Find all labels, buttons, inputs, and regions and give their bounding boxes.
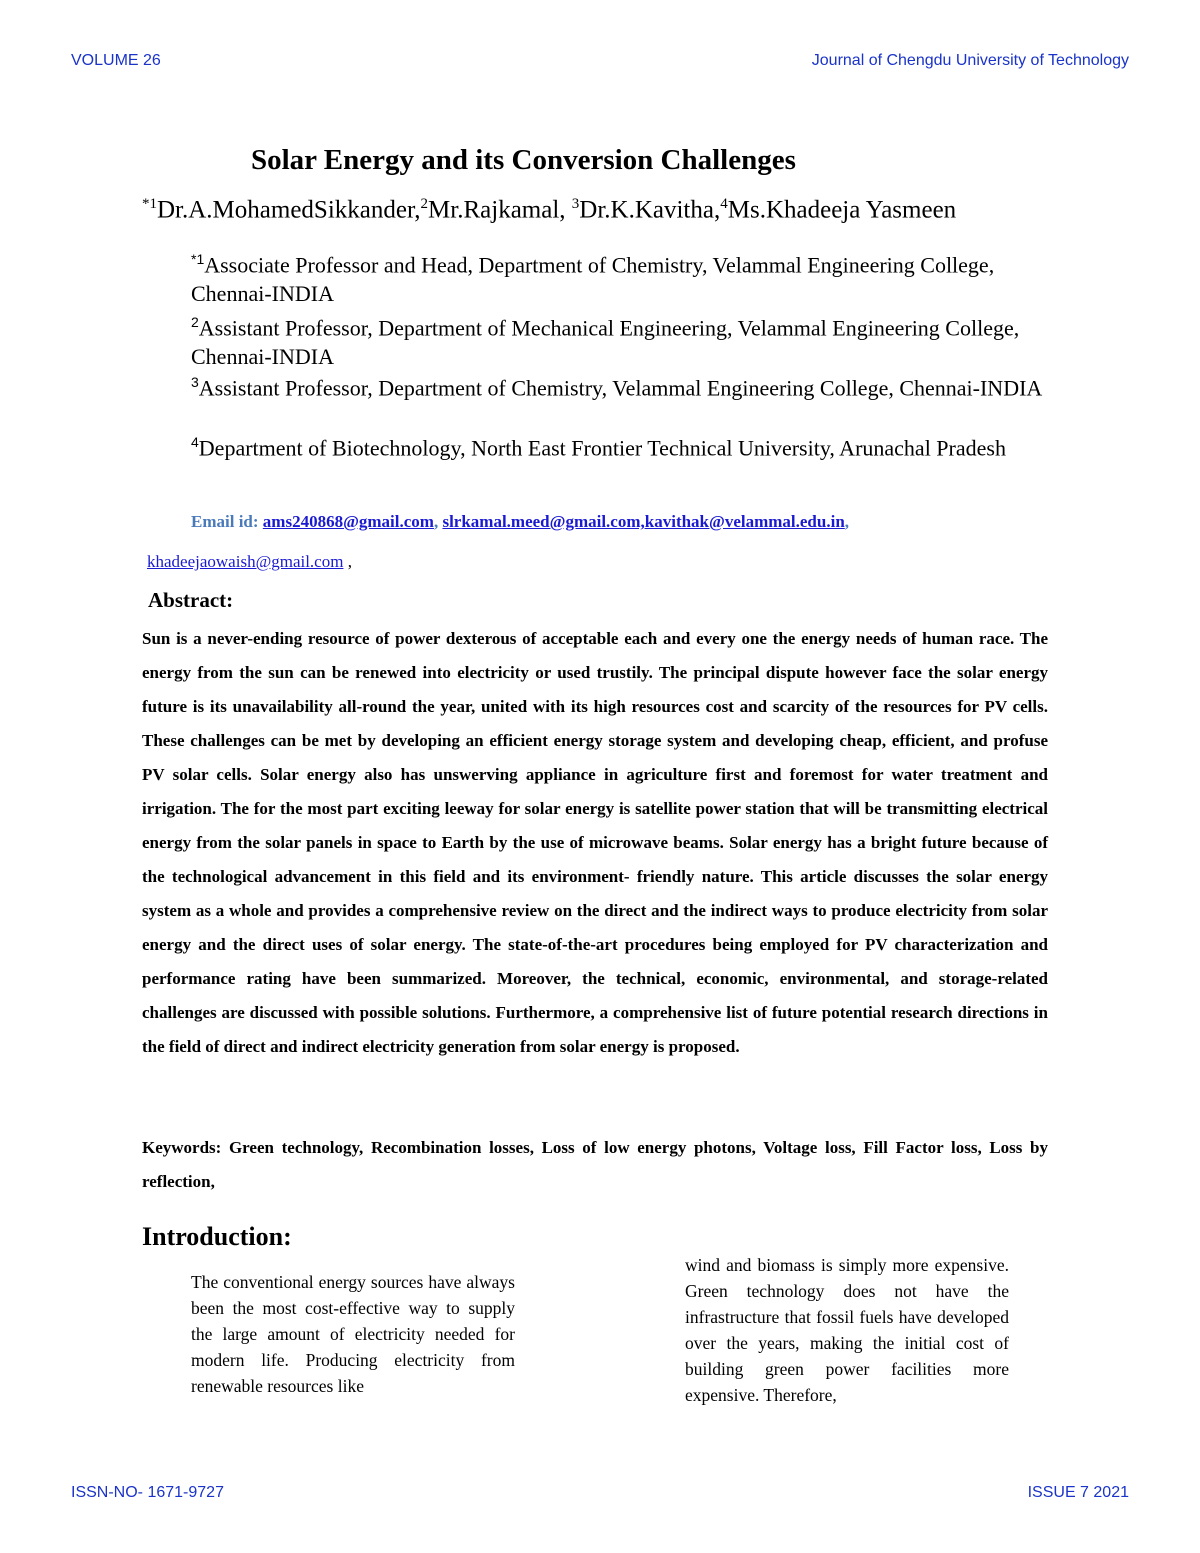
author-name: Dr.K.Kavitha, <box>579 196 721 224</box>
journal-name: Journal of Chengdu University of Technology <box>811 52 1129 69</box>
author-mark: 4 <box>720 196 728 212</box>
author-name: Dr.A.MohamedSikkander, <box>157 196 421 224</box>
affiliation-2 <box>191 308 1071 371</box>
email-separator: , <box>844 512 850 531</box>
affiliation-3 <box>191 368 1071 402</box>
paper-title: Solar Energy and its Conversion Challenges <box>251 144 796 176</box>
intro-column-left: The conventional energy sources have always been the most cost-effective way to supply the large amount of electricity needed for modern life. Producing electricity from renewable resources like <box>191 1272 515 1396</box>
email-label: Email id: <box>191 512 263 531</box>
email-line-2 <box>147 552 352 572</box>
email-separator: , <box>433 512 443 531</box>
author-name: Mr.Rajkamal, <box>428 196 572 224</box>
email-link[interactable]: ams240868@gmail.com <box>262 512 434 531</box>
keywords: Keywords: Green technology, Recombination losses, Loss of low energy photons, Voltage loss, Fill Factor loss, Loss by reflection, <box>142 1138 1048 1191</box>
email-link[interactable]: slrkamal.meed@gmail.com,kavithak@velammal.edu.in <box>442 512 845 531</box>
affiliation-mark: 3 <box>191 374 199 390</box>
affiliation-mark: 2 <box>191 314 199 330</box>
email-link[interactable]: khadeejaowaish@gmail.com <box>147 552 344 571</box>
affiliation-4 <box>191 428 1071 462</box>
abstract-heading: Abstract: <box>148 588 234 612</box>
affiliation-text: Assistant Professor, Department of Mechanical Engineering, Velammal Engineering College, Chennai-INDIA <box>191 315 1020 370</box>
affiliation-text: Associate Professor and Head, Department of Chemistry, Velammal Engineering College, Chennai-INDIA <box>191 252 995 307</box>
email-line <box>191 512 849 532</box>
author-mark: 3 <box>571 196 580 212</box>
volume-label: VOLUME 26 <box>71 52 161 69</box>
author-mark: 2 <box>420 196 429 212</box>
affiliation-1 <box>191 245 1071 308</box>
affiliation-text: Department of Biotechnology, North East Frontier Technical University, Arunachal Pradesh <box>198 435 1006 461</box>
email-separator: , <box>343 552 352 571</box>
issn-label: ISSN-NO- 1671-9727 <box>71 1484 224 1501</box>
introduction-heading: Introduction: <box>142 1222 292 1251</box>
affiliation-text: Assistant Professor, Department of Chemistry, Velammal Engineering College, Chennai-INDIA <box>198 375 1043 401</box>
intro-column-right: wind and biomass is simply more expensive. Green technology does not have the infrastructure that fossil fuels have developed over the years, making the initial cost of building green power facilities more expensive. Therefore, <box>685 1255 1009 1405</box>
author-mark: *1 <box>142 196 157 212</box>
affiliation-mark: 4 <box>191 434 199 450</box>
issue-label: ISSUE 7 2021 <box>1027 1484 1129 1501</box>
abstract-body: Sun is a never-ending resource of power dexterous of acceptable each and every one the energy needs of human race. The energy from the sun can be renewed into electricity or used trustily. The principal dispute however face the solar energy future is its unavailability all-round the year, united with its high resources cost and scarcity of the resources for PV cells. These challenges can be met by developing an efficient energy storage system and developing cheap, efficient, and profuse PV solar cells. Solar energy also has unswerving appliance in agriculture first and foremost for water treatment and irrigation. The for the most part exciting leeway for solar energy is satellite power station that will be transmitting electrical energy from the solar panels in space to Earth by the use of microwave beams. Solar energy has a bright future because of the technological advancement in this field and its environment- friendly nature. This article discusses the solar energy system as a whole and provides a comprehensive review on the direct and the indirect ways to produce electricity from solar energy and the direct uses of solar energy. The state-of-the-art procedures being employed for PV characterization and performance rating have been summarized. Moreover, the technical, economic, environmental, and storage-related challenges are discussed with possible solutions. Furthermore, a comprehensive list of future potential research directions in the field of direct and indirect electricity generation from solar energy is proposed. <box>142 629 1048 1056</box>
author-name: Ms.Khadeeja Yasmeen <box>727 196 957 224</box>
affiliation-mark: *1 <box>191 251 205 267</box>
author-list <box>142 196 956 224</box>
